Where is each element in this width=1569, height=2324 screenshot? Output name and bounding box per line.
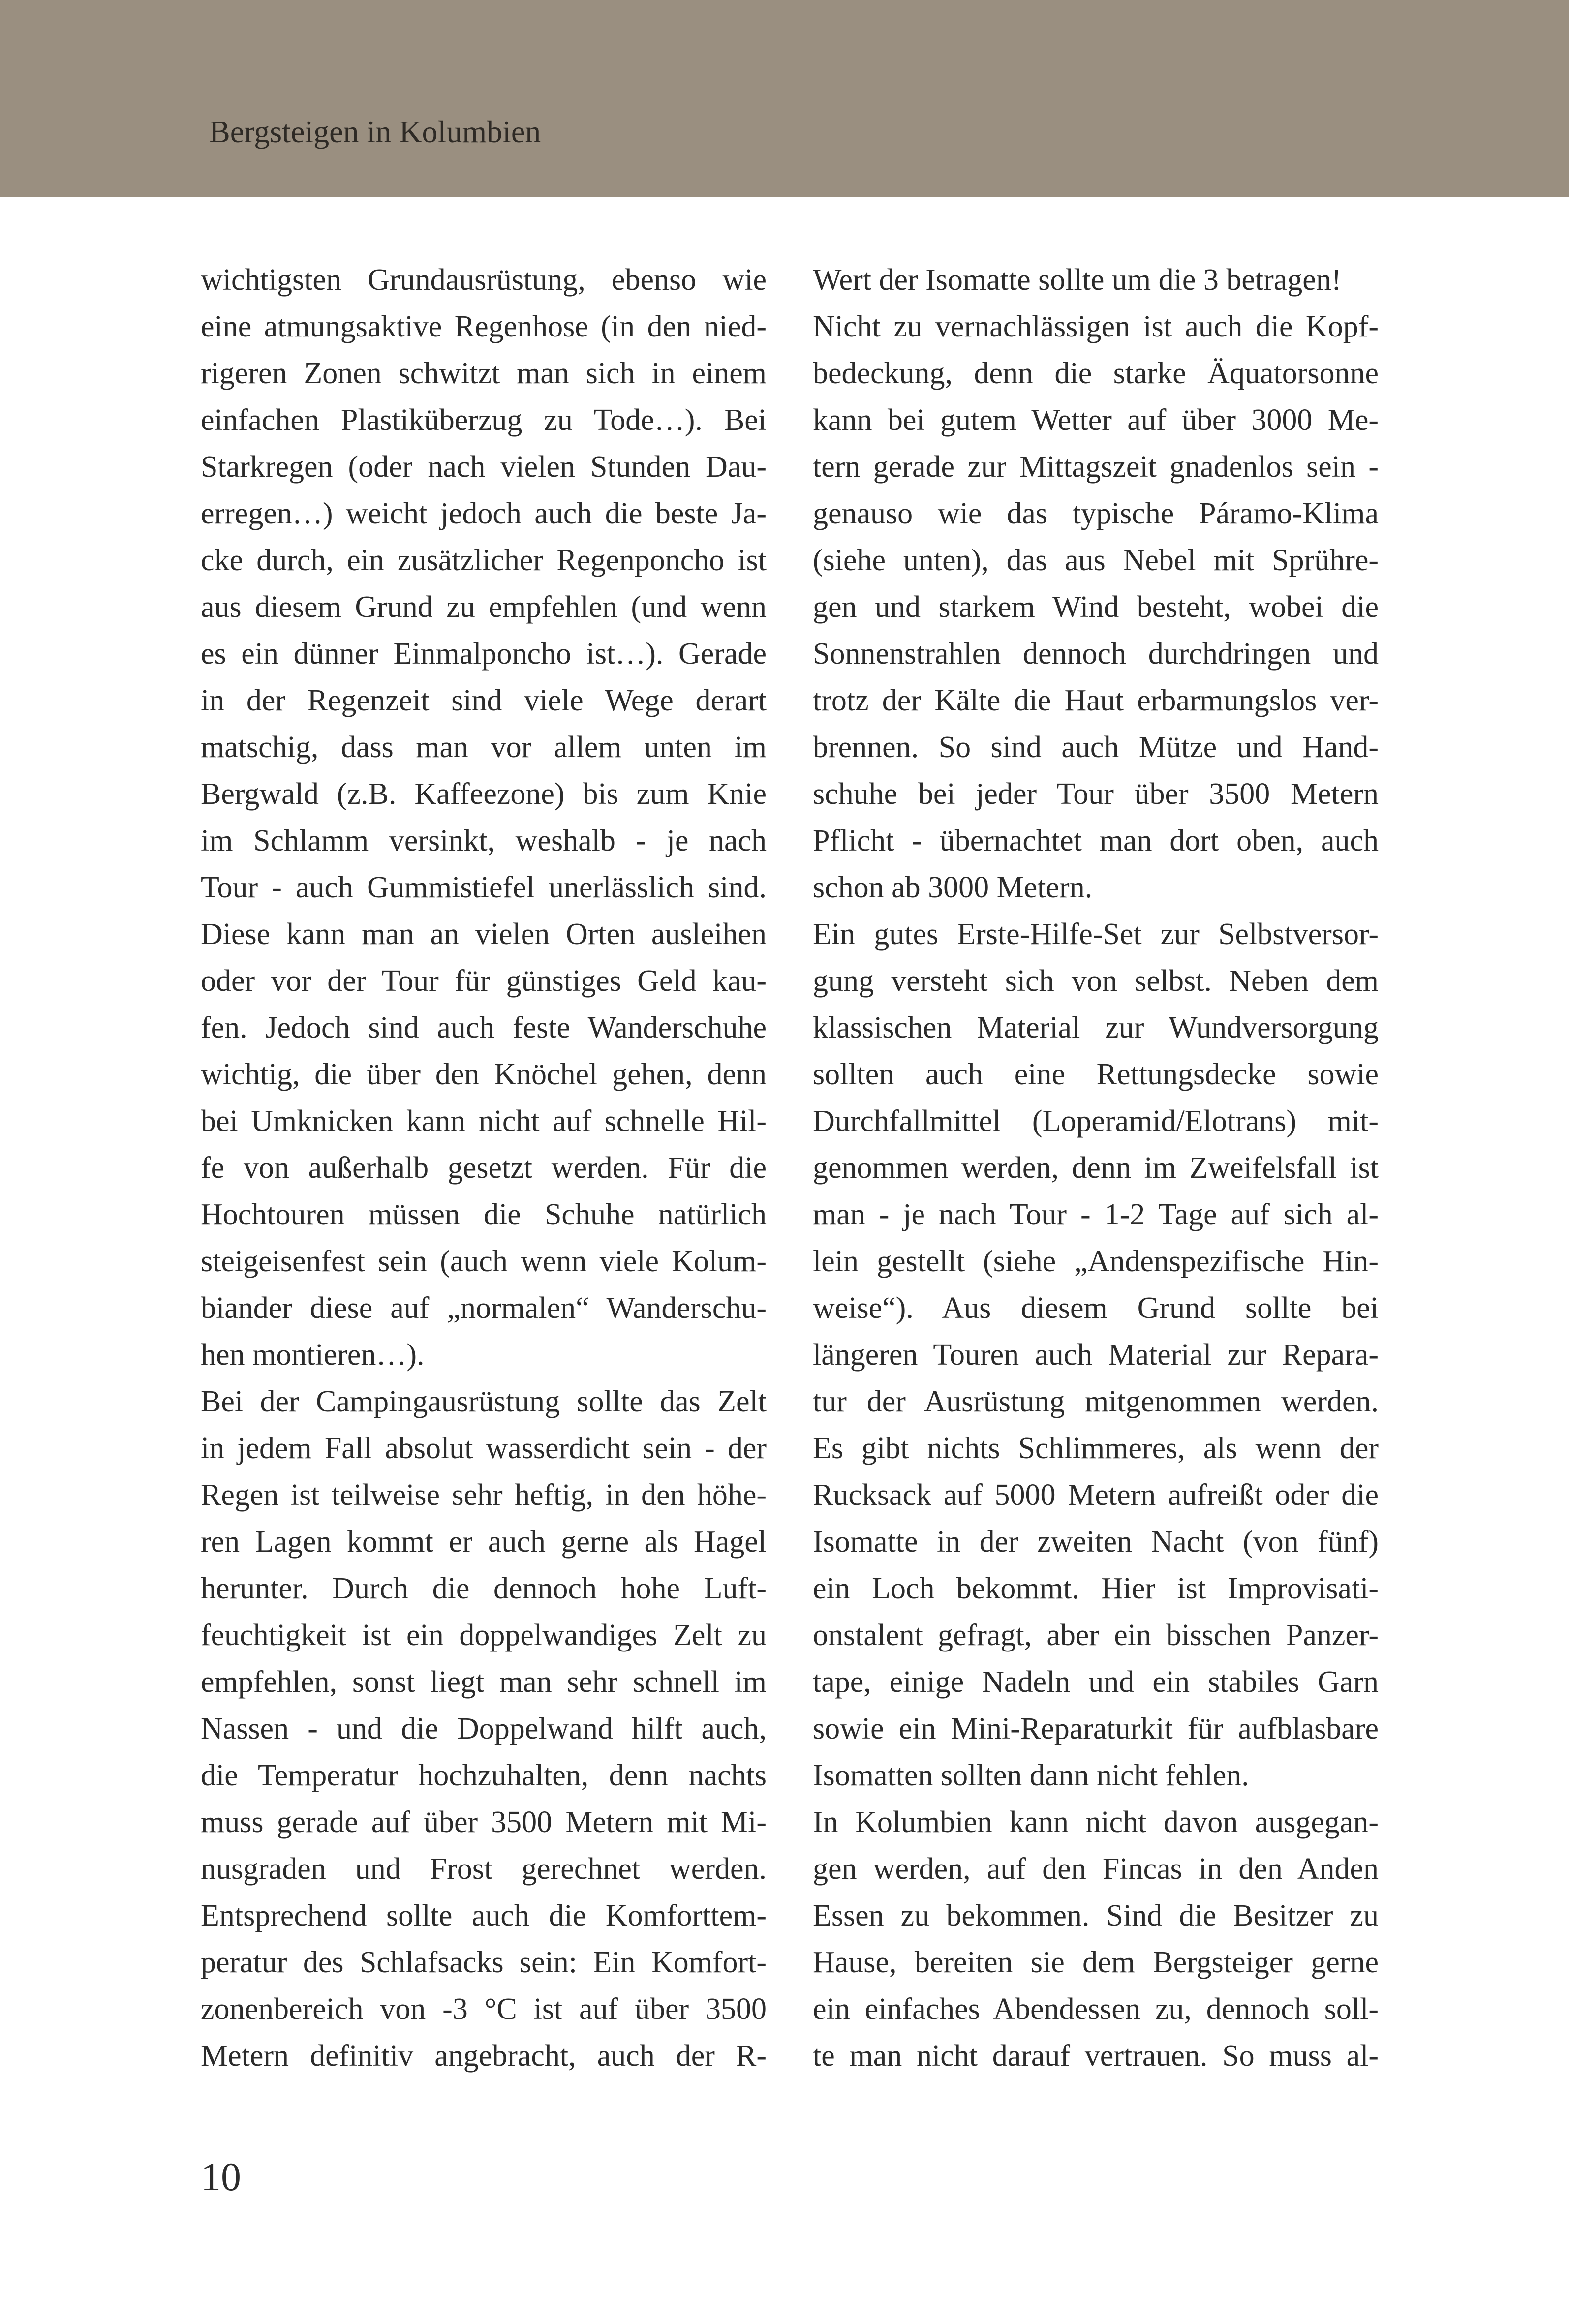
- text-line: sollten auch eine Rettungsdecke sowie: [813, 1058, 1379, 1091]
- text-line: weise“). Aus diesem Grund sollte bei: [813, 1291, 1379, 1325]
- text-line: bei Umknicken kann nicht auf schnelle Hil-: [201, 1104, 767, 1138]
- text-line: kann bei gutem Wetter auf über 3000 Me-: [813, 403, 1379, 437]
- text-line: muss gerade auf über 3500 Metern mit Mi-: [201, 1805, 767, 1839]
- text-line: steigeisenfest sein (auch wenn viele Kolum-: [201, 1245, 767, 1278]
- text-line: in der Regenzeit sind viele Wege derart: [201, 684, 767, 717]
- text-line: Entsprechend sollte auch die Komforttem-: [201, 1899, 767, 1932]
- text-line: (siehe unten), das aus Nebel mit Sprühre-: [813, 544, 1379, 577]
- text-line: bedeckung, denn die starke Äquatorsonne: [813, 357, 1379, 390]
- text-line: onstalent gefragt, aber ein bisschen Panzer-: [813, 1619, 1379, 1652]
- text-line: hen montieren…).: [201, 1338, 425, 1372]
- text-line: fen. Jedoch sind auch feste Wanderschuhe: [201, 1011, 767, 1044]
- text-line: Diese kann man an vielen Orten ausleihen: [201, 917, 767, 951]
- text-line: Wert der Isomatte sollte um die 3 betragen!: [813, 263, 1342, 297]
- text-line: klassischen Material zur Wundversorgung: [813, 1011, 1379, 1044]
- text-line: man - je nach Tour - 1-2 Tage auf sich al-: [813, 1198, 1379, 1231]
- text-line: im Schlamm versinkt, weshalb - je nach: [201, 824, 767, 857]
- text-line: Rucksack auf 5000 Metern aufreißt oder die: [813, 1478, 1379, 1512]
- text-line: Ein gutes Erste-Hilfe-Set zur Selbstversor-: [813, 917, 1379, 951]
- text-line: empfehlen, sonst liegt man sehr schnell im: [201, 1665, 767, 1699]
- text-line: wichtig, die über den Knöchel gehen, denn: [201, 1058, 767, 1091]
- text-line: rigeren Zonen schwitzt man sich in einem: [201, 357, 767, 390]
- header-band: [0, 0, 1569, 197]
- text-line: ren Lagen kommt er auch gerne als Hagel: [201, 1525, 767, 1559]
- text-line: tern gerade zur Mittagszeit gnadenlos sein -: [813, 450, 1379, 484]
- text-line: trotz der Kälte die Haut erbarmungslos ver-: [813, 684, 1379, 717]
- text-line: erregen…) weicht jedoch auch die beste Ja-: [201, 497, 767, 530]
- text-line: sowie ein Mini-Reparaturkit für aufblasbare: [813, 1712, 1379, 1745]
- text-line: Tour - auch Gummistiefel unerlässlich sind.: [201, 871, 767, 904]
- text-line: schon ab 3000 Metern.: [813, 871, 1093, 904]
- text-line: Essen zu bekommen. Sind die Besitzer zu: [813, 1899, 1379, 1932]
- text-line: Regen ist teilweise sehr heftig, in den höhe-: [201, 1478, 767, 1512]
- text-line: aus diesem Grund zu empfehlen (und wenn: [201, 590, 767, 624]
- text-line: In Kolumbien kann nicht davon ausgegan-: [813, 1805, 1379, 1839]
- text-line: tape, einige Nadeln und ein stabiles Garn: [813, 1665, 1379, 1699]
- text-line: fe von außerhalb gesetzt werden. Für die: [201, 1151, 767, 1185]
- text-line: cke durch, ein zusätzlicher Regenponcho ist: [201, 544, 767, 577]
- text-line: brennen. So sind auch Mütze und Hand-: [813, 731, 1379, 764]
- text-line: Pflicht - übernachtet man dort oben, auch: [813, 824, 1379, 857]
- text-line: ein einfaches Abendessen zu, dennoch soll-: [813, 1992, 1379, 2026]
- left-column: [201, 257, 767, 2079]
- text-line: Metern definitiv angebracht, auch der R-: [201, 2039, 767, 2073]
- text-line: schuhe bei jeder Tour über 3500 Metern: [813, 777, 1379, 811]
- text-line: tur der Ausrüstung mitgenommen werden.: [813, 1385, 1379, 1418]
- text-line: biander diese auf „normalen“ Wanderschu-: [201, 1291, 767, 1325]
- text-line: längeren Touren auch Material zur Repara-: [813, 1338, 1379, 1372]
- text-line: peratur des Schlafsacks sein: Ein Komfort-: [201, 1946, 767, 1979]
- running-title: Bergsteigen in Kolumbien: [209, 114, 541, 149]
- text-line: te man nicht darauf vertrauen. So muss al-: [813, 2039, 1379, 2073]
- text-line: Es gibt nichts Schlimmeres, als wenn der: [813, 1432, 1379, 1465]
- right-column: [813, 257, 1379, 2079]
- text-line: eine atmungsaktive Regenhose (in den nied-: [201, 310, 767, 343]
- text-line: genommen werden, denn im Zweifelsfall ist: [813, 1151, 1379, 1185]
- text-line: lein gestellt (siehe „Andenspezifische Hin-: [813, 1245, 1379, 1278]
- text-line: herunter. Durch die dennoch hohe Luft-: [201, 1572, 767, 1605]
- text-line: Isomatten sollten dann nicht fehlen.: [813, 1759, 1249, 1792]
- text-line: es ein dünner Einmalponcho ist…). Gerade: [201, 637, 767, 671]
- text-line: Bei der Campingausrüstung sollte das Zelt: [201, 1385, 767, 1418]
- text-line: Hochtouren müssen die Schuhe natürlich: [201, 1198, 767, 1231]
- text-line: Sonnenstrahlen dennoch durchdringen und: [813, 637, 1379, 671]
- text-line: Durchfallmittel (Loperamid/Elotrans) mit-: [813, 1104, 1379, 1138]
- text-line: genauso wie das typische Páramo-Klima: [813, 497, 1379, 530]
- text-line: oder vor der Tour für günstiges Geld kau-: [201, 964, 767, 998]
- text-line: feuchtigkeit ist ein doppelwandiges Zelt zu: [201, 1619, 767, 1652]
- text-line: gung versteht sich von selbst. Neben dem: [813, 964, 1379, 998]
- text-line: ein Loch bekommt. Hier ist Improvisati-: [813, 1572, 1379, 1605]
- text-line: Isomatte in der zweiten Nacht (von fünf): [813, 1525, 1379, 1559]
- text-line: nusgraden und Frost gerechnet werden.: [201, 1852, 767, 1886]
- text-line: Bergwald (z.B. Kaffeezone) bis zum Knie: [201, 777, 767, 811]
- page-number: 10: [201, 2154, 241, 2199]
- text-line: die Temperatur hochzuhalten, denn nachts: [201, 1759, 767, 1792]
- text-line: gen und starkem Wind besteht, wobei die: [813, 590, 1379, 624]
- text-line: zonenbereich von -3 °C ist auf über 3500: [201, 1992, 767, 2026]
- text-line: gen werden, auf den Fincas in den Anden: [813, 1852, 1379, 1886]
- text-line: in jedem Fall absolut wasserdicht sein - der: [201, 1432, 767, 1465]
- text-line: Nicht zu vernachlässigen ist auch die Kopf-: [813, 310, 1379, 343]
- text-line: Hause, bereiten sie dem Bergsteiger gerne: [813, 1946, 1379, 1979]
- text-line: einfachen Plastiküberzug zu Tode…). Bei: [201, 403, 767, 437]
- text-line: matschig, dass man vor allem unten im: [201, 731, 767, 764]
- text-line: wichtigsten Grundausrüstung, ebenso wie: [201, 263, 767, 297]
- text-line: Starkregen (oder nach vielen Stunden Dau-: [201, 450, 767, 484]
- text-line: Nassen - und die Doppelwand hilft auch,: [201, 1712, 767, 1745]
